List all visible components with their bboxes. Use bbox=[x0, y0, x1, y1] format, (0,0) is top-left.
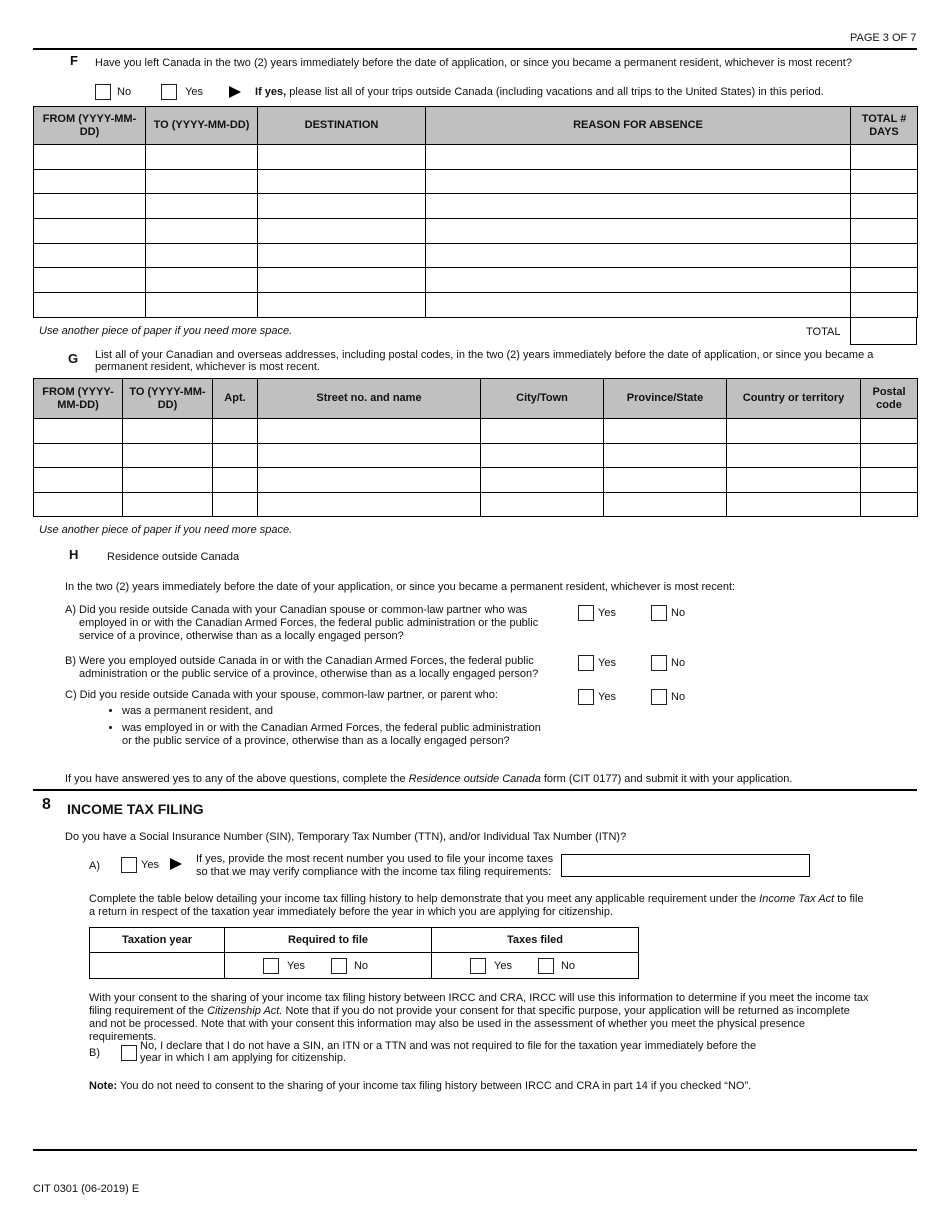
trip-cell[interactable] bbox=[851, 169, 918, 194]
col-to: TO (YYYY-MM-DD) bbox=[146, 107, 258, 145]
no-label: No bbox=[671, 657, 686, 669]
tax-number-yes-checkbox[interactable] bbox=[121, 857, 137, 873]
trip-row bbox=[34, 243, 918, 268]
taxation-year-field[interactable] bbox=[90, 953, 225, 979]
address-cell[interactable] bbox=[481, 419, 604, 444]
trip-cell[interactable] bbox=[258, 293, 426, 318]
footer-text-a: If you have answered yes to any of the above questions, complete the bbox=[65, 773, 409, 785]
address-cell[interactable] bbox=[861, 468, 918, 493]
address-cell[interactable] bbox=[123, 492, 213, 517]
address-cell[interactable] bbox=[34, 492, 123, 517]
tax-history-instruction bbox=[89, 893, 865, 919]
no-label: No bbox=[671, 691, 686, 703]
complete-text-b: to file a return in respect of the taxation year immediately before the year in which you are applying for citizenship. bbox=[89, 893, 864, 918]
trip-cell[interactable] bbox=[851, 243, 918, 268]
trip-cell[interactable] bbox=[426, 145, 851, 170]
trip-cell[interactable] bbox=[426, 293, 851, 318]
col-city: City/Town bbox=[481, 379, 604, 419]
if-yes-instruction bbox=[255, 86, 824, 98]
consent-italic: Citizenship Act. bbox=[207, 1005, 283, 1017]
question-a-no bbox=[651, 605, 685, 621]
yes-label: Yes bbox=[494, 959, 512, 972]
trip-cell[interactable] bbox=[258, 219, 426, 244]
trip-cell[interactable] bbox=[34, 169, 146, 194]
col-taxation-year: Taxation year bbox=[90, 928, 225, 953]
trip-cell[interactable] bbox=[851, 145, 918, 170]
trip-cell[interactable] bbox=[34, 268, 146, 293]
address-cell[interactable] bbox=[258, 443, 481, 468]
question-c-yes bbox=[578, 689, 616, 705]
residence-question-c: C) Did you reside outside Canada with your spouse, common-law partner, or parent who: bbox=[65, 689, 498, 701]
consent-text-a: With your consent to the sharing of your income tax filing history between IRCC and CRA, IRCC will use this information to determine if you meet the income tax filing requirement of the bbox=[89, 992, 869, 1017]
col-taxes-filed: Taxes filed bbox=[432, 928, 639, 953]
trip-cell[interactable] bbox=[851, 194, 918, 219]
trip-row bbox=[34, 145, 918, 170]
no-label: No bbox=[353, 959, 369, 972]
trip-cell[interactable] bbox=[851, 219, 918, 244]
question-c-yes-checkbox[interactable] bbox=[578, 689, 594, 705]
col-postal: Postal code bbox=[861, 379, 918, 419]
trips-table bbox=[33, 106, 918, 318]
taxes-filed-cell bbox=[432, 953, 639, 979]
address-cell[interactable] bbox=[481, 443, 604, 468]
filed-yes-checkbox[interactable] bbox=[470, 958, 486, 974]
tax-number-question: Do you have a Social Insurance Number (SIN), Temporary Tax Number (TTN), and/or Individual Tax Number (ITN)? bbox=[65, 831, 627, 843]
question-b-yes-checkbox[interactable] bbox=[578, 655, 594, 671]
question-c-bullet: • was employed in or with the Canadian Armed Forces, the federal public administration or the public service of a province, otherwise than as a locally engaged person? bbox=[122, 722, 544, 748]
trip-cell[interactable] bbox=[34, 145, 146, 170]
address-row bbox=[34, 492, 918, 517]
question-c-bullets bbox=[104, 705, 544, 752]
trip-cell[interactable] bbox=[851, 268, 918, 293]
trip-cell[interactable] bbox=[426, 243, 851, 268]
note-bold: Note: bbox=[89, 1080, 118, 1092]
address-cell[interactable] bbox=[213, 419, 258, 444]
question-b-no bbox=[651, 655, 685, 671]
address-cell[interactable] bbox=[604, 468, 727, 493]
no-sin-declaration-checkbox[interactable] bbox=[121, 1045, 137, 1061]
address-cell[interactable] bbox=[861, 419, 918, 444]
trip-cell[interactable] bbox=[34, 243, 146, 268]
trips-total-label: TOTAL bbox=[806, 326, 841, 338]
address-cell[interactable] bbox=[123, 468, 213, 493]
complete-italic: Income Tax Act bbox=[759, 893, 835, 905]
consent-text-b: Note that if you do not provide your consent for that specific purpose, your application will be returned as incomplete and not be processed. Note that with your consent this information may also be used in the assessment of whether you meet the physical presence requirements. bbox=[89, 1005, 850, 1043]
col-reason: REASON FOR ABSENCE bbox=[426, 107, 851, 145]
required-yes-checkbox[interactable] bbox=[263, 958, 279, 974]
col-to: TO (YYYY-MM-DD) bbox=[123, 379, 213, 419]
address-cell[interactable] bbox=[481, 492, 604, 517]
trip-row bbox=[34, 194, 918, 219]
section-g-letter: G bbox=[68, 351, 79, 366]
trips-total-field[interactable] bbox=[850, 317, 917, 345]
question-c-no-checkbox[interactable] bbox=[651, 689, 667, 705]
required-to-file-cell bbox=[225, 953, 432, 979]
section-h-title: Residence outside Canada bbox=[107, 551, 240, 563]
trip-cell[interactable] bbox=[426, 169, 851, 194]
no-label: No bbox=[117, 86, 132, 98]
address-cell[interactable] bbox=[34, 468, 123, 493]
trip-cell[interactable] bbox=[146, 293, 258, 318]
col-from: FROM (YYYY-MM-DD) bbox=[34, 379, 123, 419]
trip-cell[interactable] bbox=[258, 243, 426, 268]
residence-question-a: A) Did you reside outside Canada with your Canadian spouse or common-law partner who was employed in or with the Canadian Armed Forces, the federal public administration or the public service of a province, otherwise than as a locally engaged person? bbox=[65, 604, 539, 642]
tax-number-instruction: If yes, provide the most recent number you used to file your income taxes so that we may verify compliance with the income tax filing requirements: bbox=[196, 853, 554, 878]
no-label: No bbox=[560, 959, 576, 972]
address-cell[interactable] bbox=[727, 468, 861, 493]
note-text: You do not need to consent to the sharing of your income tax filing history between IRCC and CRA in part 14 if you checked “NO”. bbox=[117, 1080, 752, 1092]
address-cell[interactable] bbox=[861, 443, 918, 468]
left-canada-no-checkbox[interactable] bbox=[95, 84, 111, 100]
question-c-bullet: • was a permanent resident, and bbox=[122, 705, 544, 718]
yes-label: Yes bbox=[598, 607, 616, 619]
trip-cell[interactable] bbox=[34, 219, 146, 244]
question-a-yes-checkbox[interactable] bbox=[578, 605, 594, 621]
address-cell[interactable] bbox=[604, 443, 727, 468]
question-a-yes bbox=[578, 605, 616, 621]
section-g-text-a: List all of your Canadian and overseas addresses, including postal codes, bbox=[95, 349, 454, 361]
section-8-number: 8 bbox=[42, 796, 51, 813]
address-cell[interactable] bbox=[604, 492, 727, 517]
trip-cell[interactable] bbox=[146, 145, 258, 170]
address-cell[interactable] bbox=[727, 443, 861, 468]
trip-cell[interactable] bbox=[258, 145, 426, 170]
if-yes-bold: If yes, bbox=[255, 86, 287, 98]
yes-label: Yes bbox=[598, 691, 616, 703]
footer-text-b: form (CIT 0177) and submit it with your application. bbox=[540, 773, 793, 785]
address-cell[interactable] bbox=[481, 468, 604, 493]
col-from: FROM (YYYY-MM-DD) bbox=[34, 107, 146, 145]
tax-history-table bbox=[89, 927, 639, 979]
trip-cell[interactable] bbox=[146, 268, 258, 293]
yes-label: Yes bbox=[185, 86, 204, 98]
no-sin-declaration-text: No, I declare that I do not have a SIN, an ITN or a TTN and was not required to file for the taxation year immediately before the year in which I am applying for citizenship. bbox=[140, 1040, 757, 1064]
trip-cell[interactable] bbox=[146, 243, 258, 268]
trip-cell[interactable] bbox=[258, 169, 426, 194]
address-cell[interactable] bbox=[213, 492, 258, 517]
address-cell[interactable] bbox=[861, 492, 918, 517]
no-label: No bbox=[671, 607, 686, 619]
option-a-yes bbox=[121, 857, 159, 873]
trip-cell[interactable] bbox=[426, 268, 851, 293]
residence-footer-note bbox=[65, 773, 915, 785]
address-cell[interactable] bbox=[213, 443, 258, 468]
trip-cell[interactable] bbox=[851, 293, 918, 318]
trip-cell[interactable] bbox=[426, 219, 851, 244]
if-yes-text: please list all of your trips outside Canada (including vacations and all trips to the United States) in this period. bbox=[286, 86, 824, 98]
yes-label: Yes bbox=[287, 959, 305, 972]
section-h-intro: In the two (2) years immediately before the date of your application, or since you became a permanent resident, whichever is most recent: bbox=[65, 581, 736, 593]
complete-text-a: Complete the table below detailing your income tax filling history to help demonstrate that you meet any applicable requirement under the bbox=[89, 893, 760, 905]
page-number: PAGE 3 OF 7 bbox=[850, 32, 917, 44]
residence-question-b: B) Were you employed outside Canada in or with the Canadian Armed Forces, the federal public administration or the public service of a province, otherwise than as a locally engaged person? bbox=[65, 655, 539, 680]
arrow-right-icon bbox=[229, 86, 241, 98]
address-cell[interactable] bbox=[727, 419, 861, 444]
trip-cell[interactable] bbox=[258, 194, 426, 219]
question-c-no bbox=[651, 689, 685, 705]
address-cell[interactable] bbox=[258, 492, 481, 517]
section-g-instruction bbox=[95, 349, 885, 373]
filed-no-checkbox[interactable] bbox=[538, 958, 554, 974]
address-row bbox=[34, 468, 918, 493]
required-no-checkbox[interactable] bbox=[331, 958, 347, 974]
col-apt: Apt. bbox=[213, 379, 258, 419]
footer-italic: Residence outside Canada bbox=[408, 773, 541, 785]
address-cell[interactable] bbox=[123, 443, 213, 468]
section-f-question: Have you left Canada in the two (2) years immediately before the date of application, or since you became a permanent resident, whichever is most recent? bbox=[95, 57, 852, 69]
trip-row bbox=[34, 268, 918, 293]
address-row bbox=[34, 443, 918, 468]
question-a-no-checkbox[interactable] bbox=[651, 605, 667, 621]
col-total-days: TOTAL # DAYS bbox=[851, 107, 918, 145]
address-cell[interactable] bbox=[727, 492, 861, 517]
option-b-label: B) bbox=[89, 1047, 100, 1059]
yes-label: Yes bbox=[598, 657, 616, 669]
section-8-rule bbox=[33, 789, 917, 791]
trip-cell[interactable] bbox=[146, 194, 258, 219]
question-b-no-checkbox[interactable] bbox=[651, 655, 667, 671]
trip-cell[interactable] bbox=[34, 194, 146, 219]
section-8-title: INCOME TAX FILING bbox=[67, 801, 204, 817]
arrow-right-icon bbox=[170, 858, 182, 870]
bottom-rule bbox=[33, 1149, 917, 1151]
left-canada-yes-checkbox[interactable] bbox=[161, 84, 177, 100]
trip-row bbox=[34, 169, 918, 194]
option-a-label: A) bbox=[89, 860, 100, 872]
address-row bbox=[34, 419, 918, 444]
section-g-text-b: in the two (2) years immediately before the date of application, or since you became a permanent resident, whichever is most recent. bbox=[95, 349, 874, 373]
col-province: Province/State bbox=[604, 379, 727, 419]
consent-note bbox=[89, 1080, 889, 1092]
address-cell[interactable] bbox=[213, 468, 258, 493]
section-f-letter: F bbox=[70, 53, 78, 68]
section-h-letter: H bbox=[69, 547, 79, 562]
col-required-to-file: Required to file bbox=[225, 928, 432, 953]
trip-cell[interactable] bbox=[146, 169, 258, 194]
address-cell[interactable] bbox=[258, 419, 481, 444]
address-cell[interactable] bbox=[34, 419, 123, 444]
top-rule bbox=[33, 48, 917, 50]
question-b-yes bbox=[578, 655, 616, 671]
trips-more-space-note: Use another piece of paper if you need more space. bbox=[39, 325, 293, 337]
consent-paragraph bbox=[89, 992, 869, 1044]
address-cell[interactable] bbox=[604, 419, 727, 444]
col-country: Country or territory bbox=[727, 379, 861, 419]
section-f-answer-row bbox=[95, 84, 824, 100]
trip-row bbox=[34, 219, 918, 244]
addresses-more-space-note: Use another piece of paper if you need more space. bbox=[39, 524, 293, 536]
trip-cell[interactable] bbox=[426, 194, 851, 219]
col-street: Street no. and name bbox=[258, 379, 481, 419]
address-cell[interactable] bbox=[258, 468, 481, 493]
trip-cell[interactable] bbox=[258, 268, 426, 293]
tax-number-input[interactable] bbox=[561, 854, 810, 877]
addresses-table bbox=[33, 378, 918, 517]
col-destination: DESTINATION bbox=[258, 107, 426, 145]
address-cell[interactable] bbox=[34, 443, 123, 468]
trip-cell[interactable] bbox=[34, 293, 146, 318]
yes-label: Yes bbox=[141, 859, 159, 871]
form-code: CIT 0301 (06-2019) E bbox=[33, 1183, 140, 1195]
trip-cell[interactable] bbox=[146, 219, 258, 244]
trip-row bbox=[34, 293, 918, 318]
address-cell[interactable] bbox=[123, 419, 213, 444]
